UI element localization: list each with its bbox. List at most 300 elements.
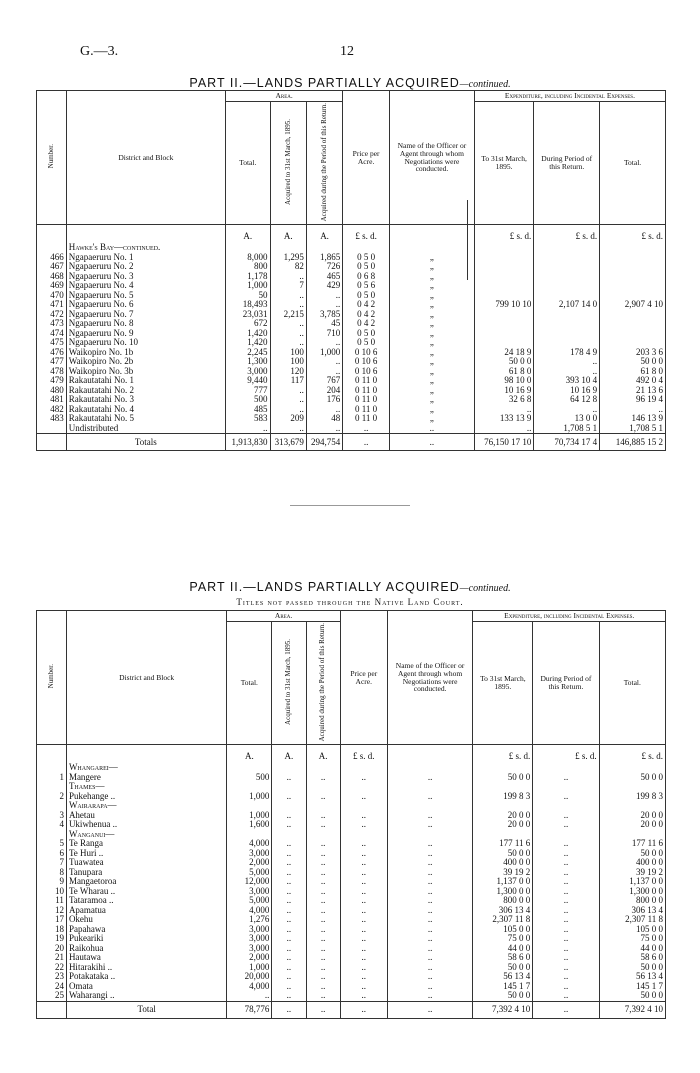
row-block-name: Tataramoa .. [66,896,226,906]
row-acq-before: .. [272,849,306,859]
row-acq-before: .. [270,329,306,339]
row-block-name: Ngapaeruru No. 3 [66,272,225,282]
col-number-text: Number. [46,664,55,689]
row-block-name: Waikopiro No. 3b [66,367,225,377]
units-row [37,225,666,244]
row-area-total: 3,000 [225,367,270,377]
col-area-total: Total. [227,621,272,744]
row-number: 5 [37,839,67,849]
row-exp-total: 58 6 0 [599,953,665,963]
row-price: .. [340,915,387,925]
row-price: 0 4 2 [343,310,390,320]
col-district: District and Block [66,91,225,225]
row-exp-during: 10 16 9 [534,386,600,396]
table-row [37,991,666,1001]
row-block-name: Ngapaeruru No. 9 [66,329,225,339]
row-block-name: Tanupara [66,868,226,878]
row-exp-total: 50 0 0 [599,773,665,783]
col-exp-during: During Period of this Return. [534,101,600,224]
unit-cell: A. [225,225,270,244]
row-officer: „ [389,338,474,348]
table-row [37,424,666,434]
row-exp-to-march [474,272,533,282]
row-block-name: Waikopiro No. 2b [66,357,225,367]
row-exp-to-march: 58 6 0 [473,953,533,963]
row-officer: .. [387,991,473,1001]
part1-title [0,76,700,90]
row-officer: „ [389,291,474,301]
totals-exp-total: 7,392 4 10 [599,1001,665,1018]
row-exp-total: 20 0 0 [599,811,665,821]
row-acq-before: 1,295 [270,253,306,263]
row-acq-before: .. [270,386,306,396]
table-row [37,896,666,906]
row-officer: „ [389,405,474,415]
row-officer: „ [389,319,474,329]
row-acq-before: .. [272,868,306,878]
row-exp-to-march [474,329,533,339]
row-block-name: Rakautatahi No. 2 [66,386,225,396]
row-area-total: .. [227,991,272,1001]
col-acq-during [306,101,342,224]
row-acq-during: .. [306,944,340,954]
row-price: .. [340,953,387,963]
row-acq-before: .. [270,272,306,282]
row-exp-total: 2,307 11 8 [599,915,665,925]
units-row [37,745,666,764]
row-area-total: 12,000 [227,877,272,887]
col-exp-to-march: To 31st March, 1895. [474,101,533,224]
row-acq-before: 7 [270,281,306,291]
row-acq-during: .. [306,820,340,830]
row-acq-before: .. [272,792,306,802]
row-acq-before: 100 [270,357,306,367]
col-area-total: Total. [225,101,270,224]
table-row [37,858,666,868]
totals-price: .. [343,434,390,451]
totals-officer: .. [389,434,474,451]
row-officer: „ [389,262,474,272]
row-block-name: Okehu [66,915,226,925]
table-row [37,820,666,830]
table-row [37,849,666,859]
row-acq-during: .. [306,982,340,992]
row-price: 0 10 6 [343,348,390,358]
row-exp-to-march: 44 0 0 [473,944,533,954]
row-exp-to-march: 50 0 0 [473,963,533,973]
row-block-name: Apamatua [66,906,226,916]
col-number-text: Number. [46,144,55,169]
row-area-total: .. [225,424,270,434]
row-area-total: 672 [225,319,270,329]
row-officer: .. [387,925,473,935]
row-exp-during: .. [533,858,599,868]
row-price: .. [340,982,387,992]
col-exp-to-march: To 31st March, 1895. [473,621,533,744]
totals-area-total: 78,776 [227,1001,272,1018]
row-exp-total: 1,300 0 0 [599,887,665,897]
row-area-total: 485 [225,405,270,415]
row-number: 475 [37,338,67,348]
row-acq-during: 726 [306,262,342,272]
district-heading: Wanganui— [66,830,226,840]
row-number: 2 [37,792,67,802]
row-exp-to-march: 10 16 9 [474,386,533,396]
row-block-name: Waikopiro No. 1b [66,348,225,358]
row-price: .. [340,944,387,954]
col-acq-before-text: Acquired to 31st March, 1895. [284,639,293,726]
table-row [37,934,666,944]
table-row [37,839,666,849]
row-block-name: Te Wharau .. [66,887,226,897]
table-row [37,925,666,935]
row-area-total: 5,000 [227,868,272,878]
row-officer: .. [387,953,473,963]
row-block-name: Mangere [66,773,226,783]
col-officer: Name of the Officer or Agent through whom Negotiations were conducted. [389,91,474,225]
district-heading-row [37,782,666,792]
col-exp-during: During Period of this Return. [533,621,599,744]
table-row [37,953,666,963]
row-block-name: Pukeariki [66,934,226,944]
row-acq-before: .. [272,773,306,783]
row-area-total: 3,000 [227,887,272,897]
row-number: 24 [37,982,67,992]
row-exp-during [534,262,600,272]
row-area-total: 1,420 [225,329,270,339]
row-acq-during: 3,785 [306,310,342,320]
row-price: 0 5 0 [343,291,390,301]
unit-cell: £ s. d. [599,745,665,764]
row-exp-to-march [474,310,533,320]
row-acq-before: .. [272,953,306,963]
row-exp-during: .. [533,915,599,925]
row-number: 1 [37,773,67,783]
row-number [37,424,67,434]
row-acq-before: .. [270,405,306,415]
row-acq-during: .. [306,972,340,982]
row-price: .. [340,773,387,783]
row-acq-before: 117 [270,376,306,386]
row-price: .. [340,972,387,982]
row-price: .. [340,849,387,859]
section-divider [290,505,410,506]
row-exp-to-march: 133 13 9 [474,414,533,424]
row-block-name: Te Huri .. [66,849,226,859]
row-number: 12 [37,906,67,916]
row-acq-during: 204 [306,386,342,396]
col-officer: Name of the Officer or Agent through whom Negotiations were conducted. [387,611,473,745]
unit-cell: £ s. d. [534,225,600,244]
col-acq-during [306,621,340,744]
col-exp-total: Total. [599,621,665,744]
row-acq-during: .. [306,773,340,783]
row-officer: „ [389,281,474,291]
row-acq-before: .. [272,944,306,954]
row-exp-to-march [474,262,533,272]
row-exp-during: .. [533,953,599,963]
col-expenditure: Expenditure, including Incidental Expenses. [473,611,666,622]
row-number: 7 [37,858,67,868]
totals-acq-before: .. [272,1001,306,1018]
row-exp-total: .. [600,405,666,415]
row-exp-during [534,319,600,329]
row-exp-during: 13 0 0 [534,414,600,424]
row-area-total: 800 [225,262,270,272]
col-acq-during-text: Acquired during the Period of this Return. [319,102,328,222]
row-block-name: Ahetau [66,811,226,821]
row-exp-total [600,329,666,339]
row-area-total: 4,000 [227,982,272,992]
row-block-name: Papahawa [66,925,226,935]
row-exp-total: 50 0 0 [599,849,665,859]
row-acq-before: .. [272,811,306,821]
row-acq-before: .. [272,839,306,849]
unit-cell: £ s. d. [340,745,387,764]
row-price: .. [340,934,387,944]
row-area-total: 1,000 [225,281,270,291]
unit-cell: £ s. d. [343,225,390,244]
row-price: 0 11 0 [343,386,390,396]
row-exp-during [534,281,600,291]
row-area-total: 18,493 [225,300,270,310]
row-exp-to-march: 50 0 0 [473,773,533,783]
row-exp-total: 61 8 0 [600,367,666,377]
row-officer: .. [387,944,473,954]
row-acq-before: 120 [270,367,306,377]
col-number [37,611,67,745]
table-row [37,944,666,954]
row-area-total: 3,000 [227,925,272,935]
row-number: 471 [37,300,67,310]
row-price: .. [340,877,387,887]
row-number: 21 [37,953,67,963]
totals-number [37,1001,67,1018]
row-officer: .. [387,773,473,783]
row-officer: „ [389,367,474,377]
row-number: 4 [37,820,67,830]
totals-exp-during: 70,734 17 4 [534,434,600,451]
row-officer: .. [389,424,474,434]
row-exp-total: 39 19 2 [599,868,665,878]
table-row [37,963,666,973]
row-exp-total: 146 13 9 [600,414,666,424]
row-exp-during: .. [534,357,600,367]
row-number: 9 [37,877,67,887]
row-exp-total [600,310,666,320]
table-row [37,792,666,802]
row-block-name: Ngapaeruru No. 7 [66,310,225,320]
row-officer: .. [387,792,473,802]
row-acq-during: .. [306,877,340,887]
row-number: 19 [37,934,67,944]
row-price: 0 5 0 [343,329,390,339]
row-exp-to-march: 799 10 10 [474,300,533,310]
row-area-total: 1,276 [227,915,272,925]
row-number: 18 [37,925,67,935]
row-block-name: Ngapaeruru No. 8 [66,319,225,329]
row-price: 0 10 6 [343,367,390,377]
row-area-total: 1,000 [227,811,272,821]
row-area-total: 777 [225,386,270,396]
row-price: 0 5 0 [343,338,390,348]
row-exp-to-march: 56 13 4 [473,972,533,982]
row-block-name: Rakautatahi No. 3 [66,395,225,405]
row-price: 0 4 2 [343,319,390,329]
row-exp-during: .. [533,972,599,982]
row-exp-total: 50 0 0 [599,963,665,973]
row-exp-to-march: 1,137 0 0 [473,877,533,887]
row-exp-total: 177 11 6 [599,839,665,849]
row-acq-before: .. [270,424,306,434]
row-area-total: 3,000 [227,849,272,859]
row-area-total: 3,000 [227,944,272,954]
row-acq-during: .. [306,338,342,348]
table-row [37,887,666,897]
row-exp-during: .. [533,849,599,859]
row-price: .. [340,925,387,935]
row-acq-during: .. [306,405,342,415]
row-block-name: Undistributed [66,424,225,434]
row-area-total: 4,000 [227,839,272,849]
row-acq-during: .. [306,424,342,434]
district-heading: Wairarapa— [66,801,226,811]
row-price: .. [340,887,387,897]
row-price: 0 11 0 [343,405,390,415]
row-officer: .. [387,839,473,849]
row-area-total: 2,000 [227,858,272,868]
row-exp-total: 145 1 7 [599,982,665,992]
row-officer: „ [389,272,474,282]
row-price: 0 11 0 [343,395,390,405]
row-number: 22 [37,963,67,973]
row-exp-during: .. [533,792,599,802]
row-exp-during [534,272,600,282]
totals-officer: .. [387,1001,473,1018]
col-acq-before [272,621,306,744]
row-exp-to-march: 199 8 3 [473,792,533,802]
row-number: 469 [37,281,67,291]
totals-acq-before: 313,679 [270,434,306,451]
row-number: 3 [37,811,67,821]
row-exp-total: 2,907 4 10 [600,300,666,310]
row-exp-total [600,272,666,282]
row-officer: „ [389,386,474,396]
totals-exp-total: 146,885 15 2 [600,434,666,451]
district-heading-row [37,830,666,840]
row-number: 473 [37,319,67,329]
row-exp-to-march: 20 0 0 [473,811,533,821]
row-exp-total: 492 0 4 [600,376,666,386]
row-block-name: Raikohua [66,944,226,954]
row-exp-to-march [474,281,533,291]
row-acq-during: .. [306,367,342,377]
row-officer: .. [387,963,473,973]
part1-table [36,90,666,451]
col-price: Price per Acre. [343,91,390,225]
row-acq-before: .. [272,858,306,868]
district-heading: Hawke's Bay—continued. [66,243,225,253]
row-acq-before: .. [272,963,306,973]
row-area-total: 5,000 [227,896,272,906]
row-exp-during: .. [533,868,599,878]
row-acq-during: 429 [306,281,342,291]
district-heading: Whangarei— [66,763,226,773]
row-number: 472 [37,310,67,320]
row-exp-total: 75 0 0 [599,934,665,944]
row-price: 0 5 0 [343,253,390,263]
row-exp-total: 50 0 0 [600,357,666,367]
row-officer: „ [389,395,474,405]
row-block-name: Potakataka .. [66,972,226,982]
row-exp-to-march: 32 6 8 [474,395,533,405]
row-acq-during: 176 [306,395,342,405]
row-exp-total: 56 13 4 [599,972,665,982]
row-area-total: 1,300 [225,357,270,367]
row-officer: „ [389,310,474,320]
row-acq-during: .. [306,953,340,963]
row-officer: .. [387,858,473,868]
part2-title-text: PART II.—LANDS PARTIALLY ACQUIRED [189,580,460,594]
row-area-total: 1,000 [227,963,272,973]
row-block-name: Ngapaeruru No. 5 [66,291,225,301]
row-acq-before: 209 [270,414,306,424]
row-price: 0 11 0 [343,414,390,424]
row-exp-total: 800 0 0 [599,896,665,906]
row-number: 470 [37,291,67,301]
table-row [37,811,666,821]
district-heading-row [37,801,666,811]
row-exp-to-march: 145 1 7 [473,982,533,992]
row-price: .. [340,839,387,849]
row-exp-total: 44 0 0 [599,944,665,954]
row-number: 25 [37,991,67,1001]
row-exp-during: 178 4 9 [534,348,600,358]
row-exp-to-march: 800 0 0 [473,896,533,906]
district-heading-row [37,763,666,773]
row-exp-to-march: 306 13 4 [473,906,533,916]
expenditure-group-brace [467,200,476,280]
row-area-total: 3,000 [227,934,272,944]
col-area: Area. [225,91,342,102]
table-row [37,906,666,916]
row-exp-during [534,310,600,320]
row-acq-before: .. [270,395,306,405]
table-row [37,773,666,783]
row-acq-during: .. [306,925,340,935]
row-number: 476 [37,348,67,358]
row-acq-during: .. [306,991,340,1001]
row-officer: „ [389,357,474,367]
row-exp-during: .. [534,405,600,415]
row-number: 466 [37,253,67,263]
row-area-total: 1,000 [227,792,272,802]
row-block-name: Ngapaeruru No. 6 [66,300,225,310]
row-block-name: Ukiwhenua .. [66,820,226,830]
table-row [37,877,666,887]
row-area-total: 500 [225,395,270,405]
row-number: 480 [37,386,67,396]
row-exp-to-march: 24 18 9 [474,348,533,358]
unit-cell: £ s. d. [474,225,533,244]
row-officer: .. [387,868,473,878]
row-exp-total: 105 0 0 [599,925,665,935]
row-block-name: Mangaetoroa [66,877,226,887]
row-officer: .. [387,934,473,944]
row-acq-during: .. [306,906,340,916]
totals-number [37,434,67,451]
row-acq-before: 2,215 [270,310,306,320]
